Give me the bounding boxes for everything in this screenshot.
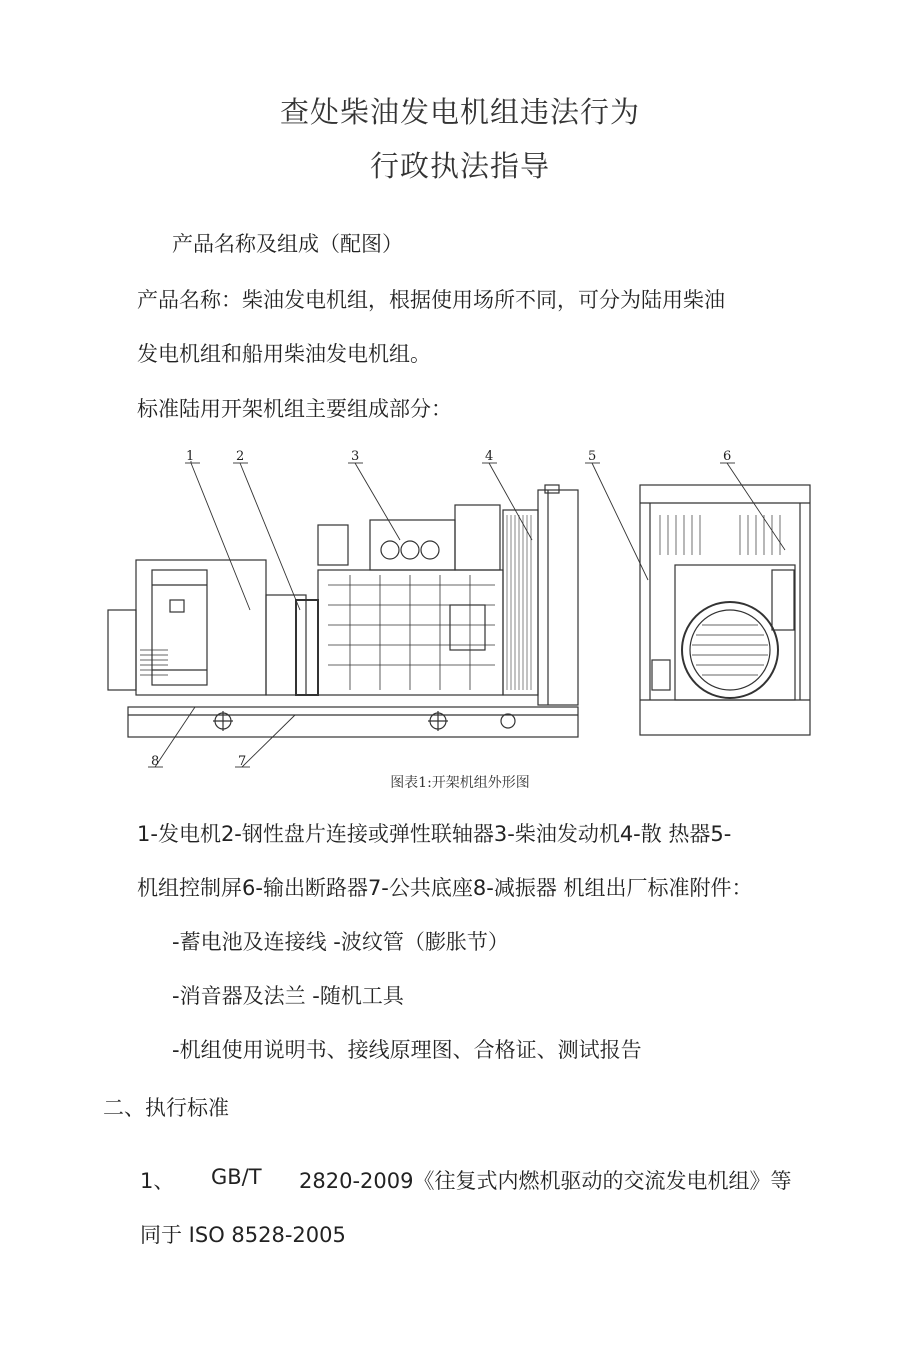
base-mount-hole: [501, 714, 515, 728]
standard-item-line2: 同于 ISO 8528-2005: [140, 1223, 346, 1247]
section-heading-standards: 二、执行标准: [103, 1096, 229, 1120]
standard-item-number: 1、: [140, 1169, 175, 1193]
callout-8: 8: [151, 754, 160, 769]
accessory-item: -蓄电池及连接线 -波纹管（膨胀节）: [172, 930, 509, 954]
diesel-engine-block: [318, 570, 503, 695]
callout-5: 5: [588, 449, 597, 464]
components-intro: 标准陆用开架机组主要组成部分：: [137, 397, 452, 421]
figure-caption: 图表1:开架机组外形图: [390, 775, 530, 791]
legend-line2: 机组控制屏6-输出断路器7-公共底座8-减振器 机组出厂标准附件：: [137, 876, 753, 900]
flexible-coupling: [296, 600, 318, 695]
accessory-item: -消音器及法兰 -随机工具: [172, 984, 404, 1008]
accessory-item: -机组使用说明书、接线原理图、合格证、测试报告: [172, 1038, 642, 1062]
callout-6: 6: [723, 449, 732, 464]
standard-item-text: 2820-2009《往复式内燃机驱动的交流发电机组》等: [299, 1169, 792, 1193]
callout-1: 1: [186, 449, 195, 464]
control-panel-box: [652, 660, 670, 690]
generator-set-drawing: [100, 445, 820, 775]
document-title-line2: 行政执法指导: [369, 149, 550, 183]
callout-7: 7: [238, 754, 247, 769]
section-heading-product: 产品名称及组成（配图）: [172, 232, 403, 256]
generator-drawing-svg: [100, 445, 820, 775]
output-breaker: [772, 570, 794, 630]
common-base-frame: [128, 707, 578, 737]
product-name-line2: 发电机组和船用柴油发电机组。: [137, 342, 431, 366]
alternator-endcap: [108, 610, 136, 690]
legend-line1: 1-发电机2-钢性盘片连接或弹性联轴器3-柴油发动机4-散 热器5-: [137, 822, 732, 846]
callout-2: 2: [236, 449, 245, 464]
callout-4: 4: [485, 449, 494, 464]
radiator-frame: [538, 490, 578, 705]
alternator-fan: [682, 602, 778, 698]
radiator-core: [503, 510, 538, 695]
product-name-line1: 产品名称：柴油发电机组，根据使用场所不同，可分为陆用柴油: [137, 288, 725, 312]
document-title-line1: 查处柴油发电机组违法行为: [279, 95, 640, 129]
callout-3: 3: [351, 449, 360, 464]
standard-item-code: GB/T: [211, 1165, 262, 1189]
